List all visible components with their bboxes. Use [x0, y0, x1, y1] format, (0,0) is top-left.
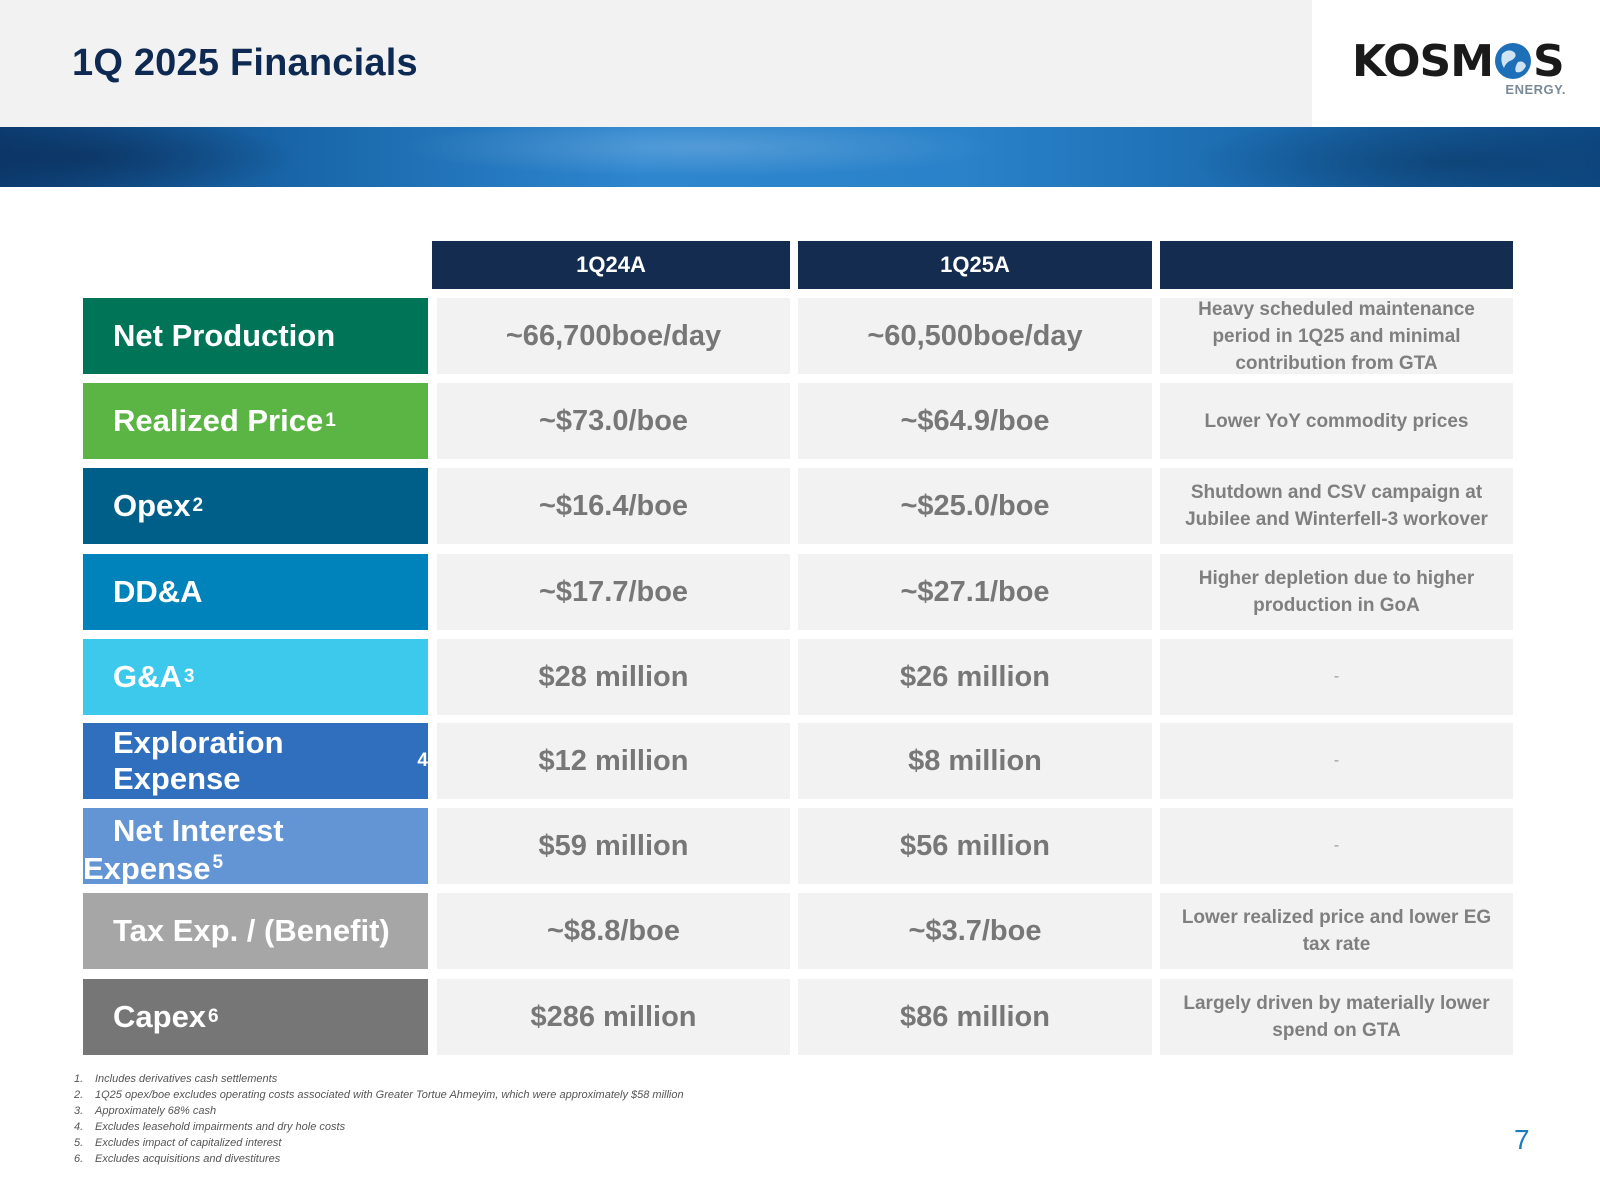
cell-comment: Higher depletion due to higher production in GoA	[1160, 554, 1513, 630]
cell-1q24a: ~66,700boe/day	[437, 298, 790, 374]
footnote-item: 5. Excludes impact of capitalized interest	[74, 1137, 282, 1149]
ocean-banner	[0, 127, 1600, 187]
cell-1q25a: $56 million	[798, 808, 1152, 884]
cell-comment: Largely driven by materially lower spend on GTA	[1160, 979, 1513, 1055]
cell-comment: Lower YoY commodity prices	[1160, 383, 1513, 459]
footnote-item: 4. Excludes leasehold impairments and dry hole costs	[74, 1121, 346, 1133]
footnote-item: 3. Approximately 68% cash	[74, 1105, 217, 1117]
footnote-item: 6. Excludes acquisitions and divestitures	[74, 1153, 281, 1165]
cell-1q25a: ~$64.9/boe	[798, 383, 1152, 459]
cell-1q25a: ~$27.1/boe	[798, 554, 1152, 630]
cell-1q24a: ~$16.4/boe	[437, 468, 790, 544]
row-label: Net Production	[83, 298, 428, 374]
row-label: Opex 2	[83, 468, 428, 544]
row-label: Net Interest Expense $^5$	[83, 808, 428, 884]
row-label: Capex 6	[83, 979, 428, 1055]
cell-comment: -	[1160, 808, 1513, 884]
cell-1q24a: $286 million	[437, 979, 790, 1055]
row-label: Tax Exp. / (Benefit)	[83, 893, 428, 969]
logo-wordmark: KOSM S	[1352, 36, 1564, 87]
row-label: DD&A	[83, 554, 428, 630]
row-label: Exploration Expense 4	[83, 723, 428, 799]
page-number: 7	[1514, 1124, 1530, 1155]
cell-comment: -	[1160, 639, 1513, 715]
column-header-notes	[1160, 241, 1513, 289]
cell-1q24a: $12 million	[437, 723, 790, 799]
cell-comment: Lower realized price and lower EG tax rate	[1160, 893, 1513, 969]
cell-1q25a: ~$3.7/boe	[798, 893, 1152, 969]
cell-comment: Heavy scheduled maintenance period in 1Q25 and minimal contribution from GTA	[1160, 298, 1513, 374]
cell-1q24a: ~$17.7/boe	[437, 554, 790, 630]
footnotes	[74, 1071, 684, 1167]
cell-1q25a: $26 million	[798, 639, 1152, 715]
cell-1q24a: $28 million	[437, 639, 790, 715]
cell-1q25a: ~$25.0/boe	[798, 468, 1152, 544]
cell-comment: Shutdown and CSV campaign at Jubilee and Winterfell-3 workover	[1160, 468, 1513, 544]
cell-comment: -	[1160, 723, 1513, 799]
cell-1q24a: ~$73.0/boe	[437, 383, 790, 459]
column-header-1q24a: 1Q24A	[432, 241, 790, 289]
cell-1q24a: ~$8.8/boe	[437, 893, 790, 969]
cell-1q25a: $8 million	[798, 723, 1152, 799]
row-label: G&A 3	[83, 639, 428, 715]
row-label: Realized Price 1	[83, 383, 428, 459]
logo-subtitle: ENERGY.	[1505, 82, 1566, 97]
page-title: 1Q 2025 Financials	[72, 42, 418, 84]
footnote-item: 2. 1Q25 opex/boe excludes operating costs associated with Greater Tortue Ahmeyim, which were approximately $58 million	[74, 1089, 684, 1101]
column-header-1q25a: 1Q25A	[798, 241, 1152, 289]
cell-1q24a: $59 million	[437, 808, 790, 884]
footnote-item: 1. Includes derivatives cash settlements	[74, 1073, 278, 1085]
globe-icon	[1494, 42, 1532, 80]
cell-1q25a: ~60,500boe/day	[798, 298, 1152, 374]
cell-1q25a: $86 million	[798, 979, 1152, 1055]
kosmos-logo	[1352, 36, 1568, 100]
